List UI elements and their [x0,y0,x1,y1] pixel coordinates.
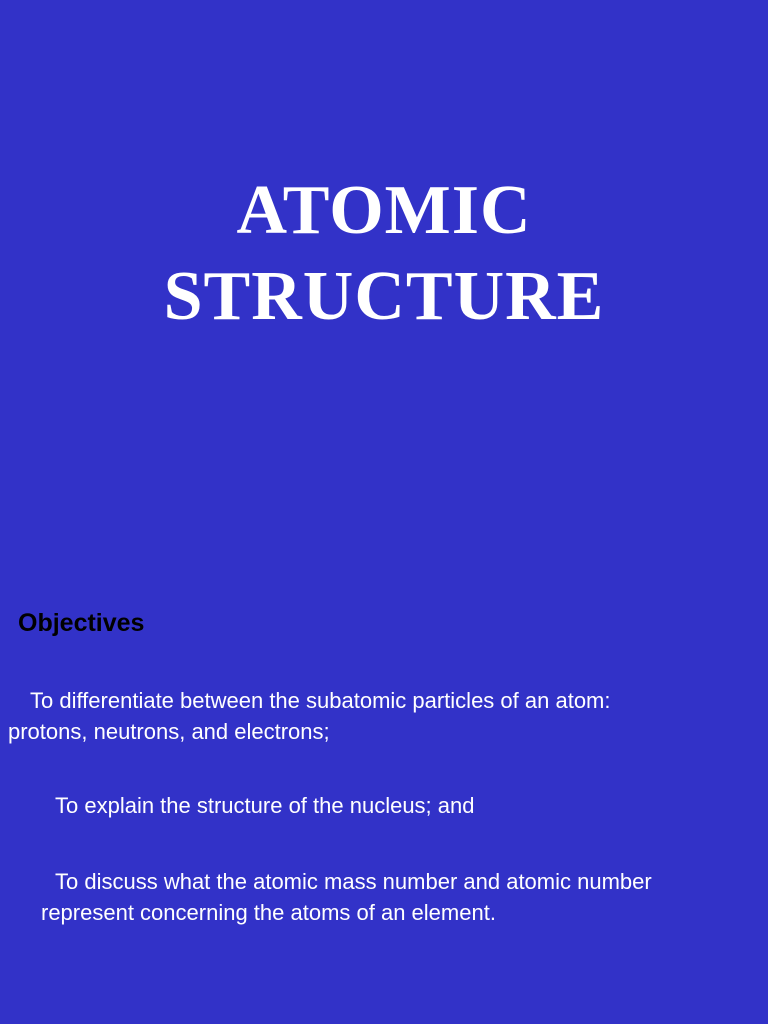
objective-item-3-line-2: represent concerning the atoms of an element. [41,900,496,925]
slide-title-line-2: STRUCTURE [163,258,605,335]
objective-item-3-line-1: To discuss what the atomic mass number and atomic number [55,869,652,894]
slide-title [0,168,768,340]
objective-item-1-line-2: protons, neutrons, and electrons; [8,719,330,744]
objective-item-2 [55,790,474,821]
objectives-heading: Objectives [18,609,145,637]
objective-item-1-line-1: To differentiate between the subatomic particles of an atom: [30,688,611,713]
objective-item-2-line-1: To explain the structure of the nucleus; and [55,793,475,818]
objective-item-1 [8,685,611,747]
objective-item-3 [41,866,652,928]
slide-title-line-1: ATOMIC [236,172,532,249]
